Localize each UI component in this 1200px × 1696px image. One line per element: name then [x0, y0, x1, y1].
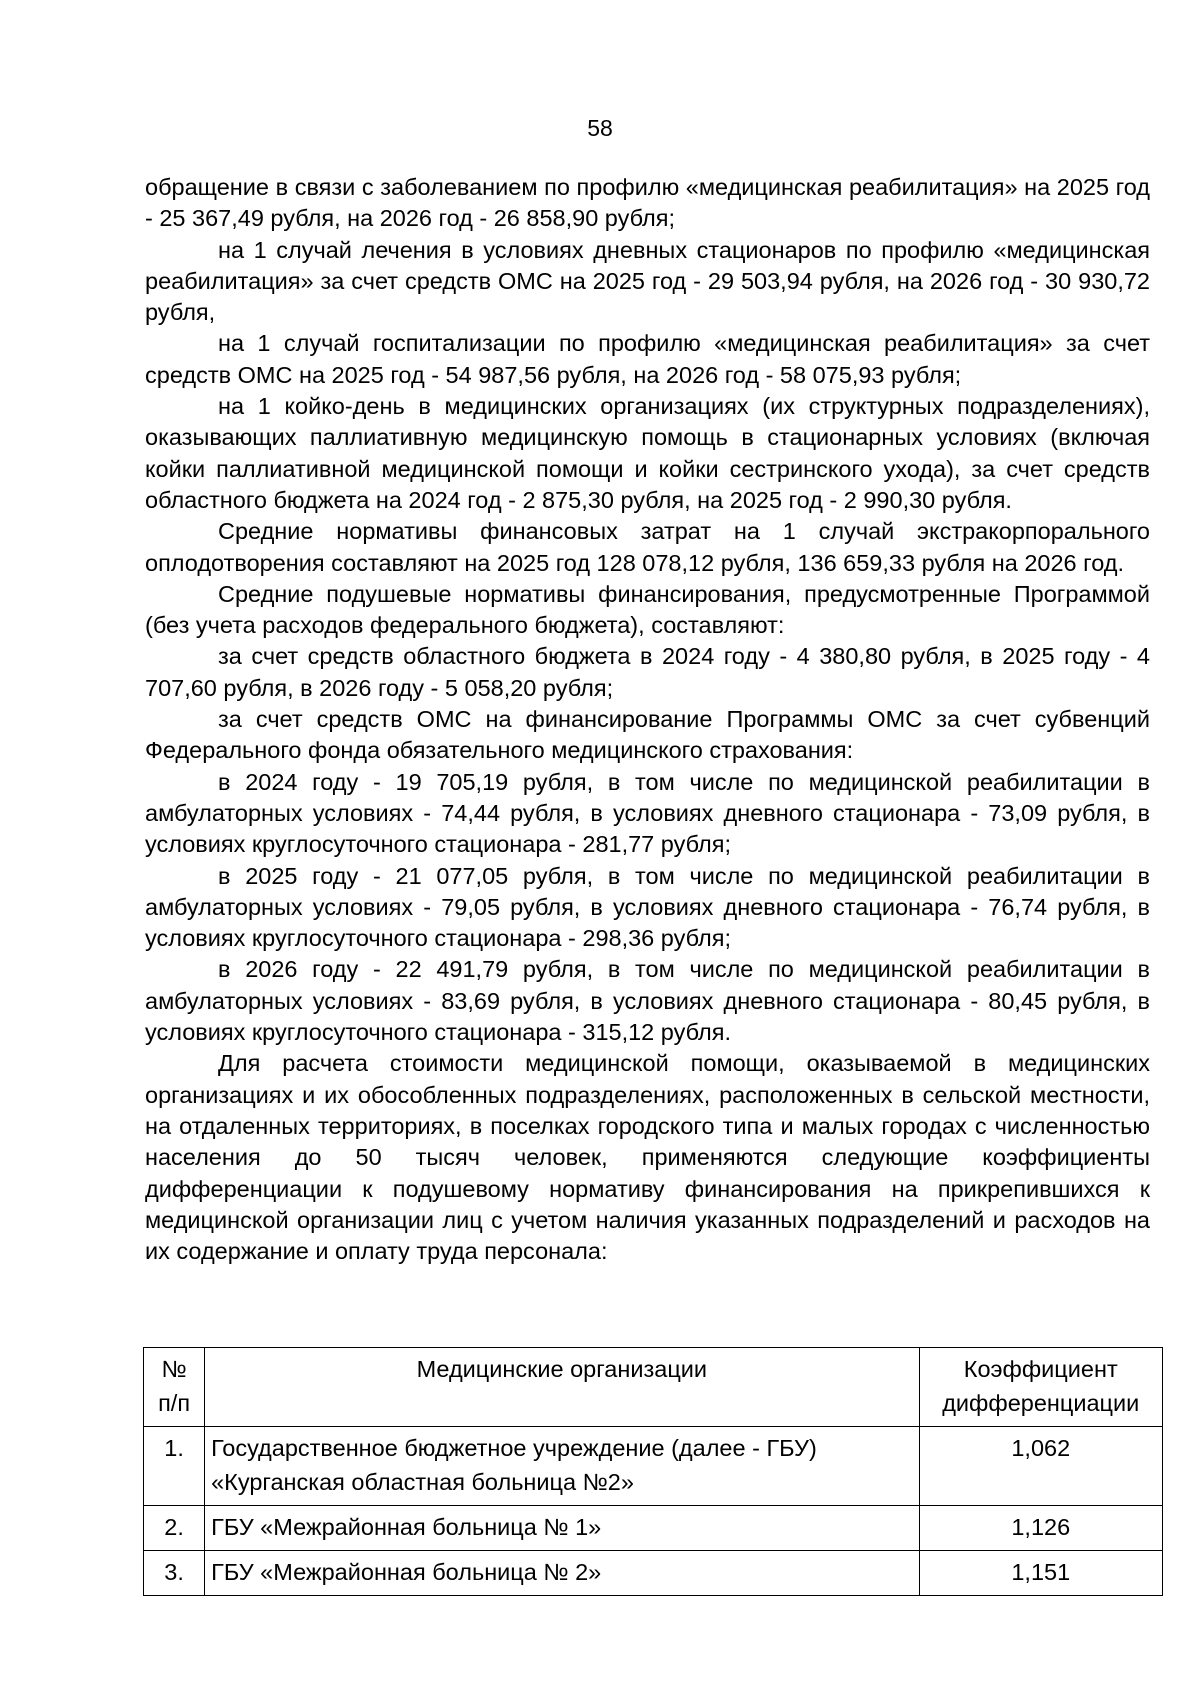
row-coefficient: 1,151 [919, 1551, 1163, 1596]
row-organization: Государственное бюджетное учреждение (далее - ГБУ) «Курганская областная больница №2» [205, 1427, 919, 1506]
table-header-row [144, 1348, 1163, 1427]
paragraph: в 2026 году - 22 491,79 рубля, в том числе по медицинской реабилитации в амбулаторных условиях - 83,69 рубля, в условиях дневного стационара - 80,45 рубля, в условиях круглосуточного стационара - 315,12 рубля. [145, 956, 1150, 1046]
paragraph: в 2024 году - 19 705,19 рубля, в том числе по медицинской реабилитации в амбулаторных условиях - 74,44 рубля, в условиях дневного стационара - 73,09 рубля, в условиях круглосуточного стационара - 281,77 рубля; [145, 768, 1150, 858]
row-coefficient: 1,126 [919, 1506, 1163, 1551]
paragraph: на 1 койко-день в медицинских организациях (их структурных подразделениях), оказывающих паллиативную медицинскую помощь в стационарных условиях (включая койки паллиативной медицинской помощи и койки сестринского ухода), за счет средств областного бюджета на 2024 год - 2 875,30 рубля, на 2025 год - 2 990,30 рубля. [145, 393, 1150, 513]
table-row [144, 1506, 1163, 1551]
paragraph: обращение в связи с заболеванием по профилю «медицинская реабилитация» на 2025 год - 25 367,49 рубля, на 2026 год - 26 858,90 рубля; [145, 174, 1150, 232]
paragraph: в 2025 году - 21 077,05 рубля, в том числе по медицинской реабилитации в амбулаторных условиях - 79,05 рубля, в условиях дневного стационара - 76,74 рубля, в условиях круглосуточного стационара - 298,36 рубля; [145, 862, 1150, 952]
row-num: 1. [144, 1427, 205, 1506]
paragraph: Средние подушевые нормативы финансирования, предусмотренные Программой (без учета расходов федерального бюджета), составляют: [145, 580, 1150, 639]
header-num: № п/п [144, 1348, 205, 1427]
row-organization: ГБУ «Межрайонная больница № 2» [205, 1551, 919, 1596]
paragraph: на 1 случай лечения в условиях дневных стационаров по профилю «медицинская реабилитация» за счет средств ОМС на 2025 год - 29 503,94 рубля, на 2026 год - 30 930,72 рубля, [145, 236, 1150, 326]
table-row [144, 1427, 1163, 1506]
row-num: 2. [144, 1506, 205, 1551]
header-organizations: Медицинские организации [205, 1348, 919, 1427]
row-num: 3. [144, 1551, 205, 1596]
paragraph: Средние нормативы финансовых затрат на 1 случай экстракорпорального оплодотворения составляют на 2025 год 128 078,12 рубля, 136 659,33 рубля на 2026 год. [145, 518, 1150, 576]
row-organization: ГБУ «Межрайонная больница № 1» [205, 1506, 919, 1551]
row-coefficient: 1,062 [919, 1427, 1163, 1506]
page-number: 58 [587, 115, 613, 141]
table-row [144, 1551, 1163, 1596]
coefficients-table [143, 1347, 1163, 1596]
document-body [145, 172, 1150, 1267]
header-coefficient: Коэффициент дифференциации [919, 1348, 1163, 1427]
paragraph: за счет средств ОМС на финансирование Программы ОМС за счет субвенций Федерального фонда обязательного медицинского страхования: [145, 706, 1150, 764]
paragraph: Для расчета стоимости медицинской помощи, оказываемой в медицинских организациях и их обособленных подразделениях, расположенных в сельской местности, на отдаленных территориях, в поселках городского типа и малых городах с численностью населения до 50 тысяч человек, применяются следующие коэффициенты дифференциации к подушевому нормативу финансирования на прикрепившихся к медицинской организации лиц с учетом наличия указанных подразделений и расходов на их содержание и оплату труда персонала: [145, 1050, 1150, 1265]
paragraph: на 1 случай госпитализации по профилю «медицинская реабилитация» за счет средств ОМС на 2025 год - 54 987,56 рубля, на 2026 год - 58 075,93 рубля; [145, 330, 1150, 388]
paragraph: за счет средств областного бюджета в 2024 году - 4 380,80 рубля, в 2025 году - 4 707,60 рубля, в 2026 году - 5 058,20 рубля; [145, 643, 1150, 701]
